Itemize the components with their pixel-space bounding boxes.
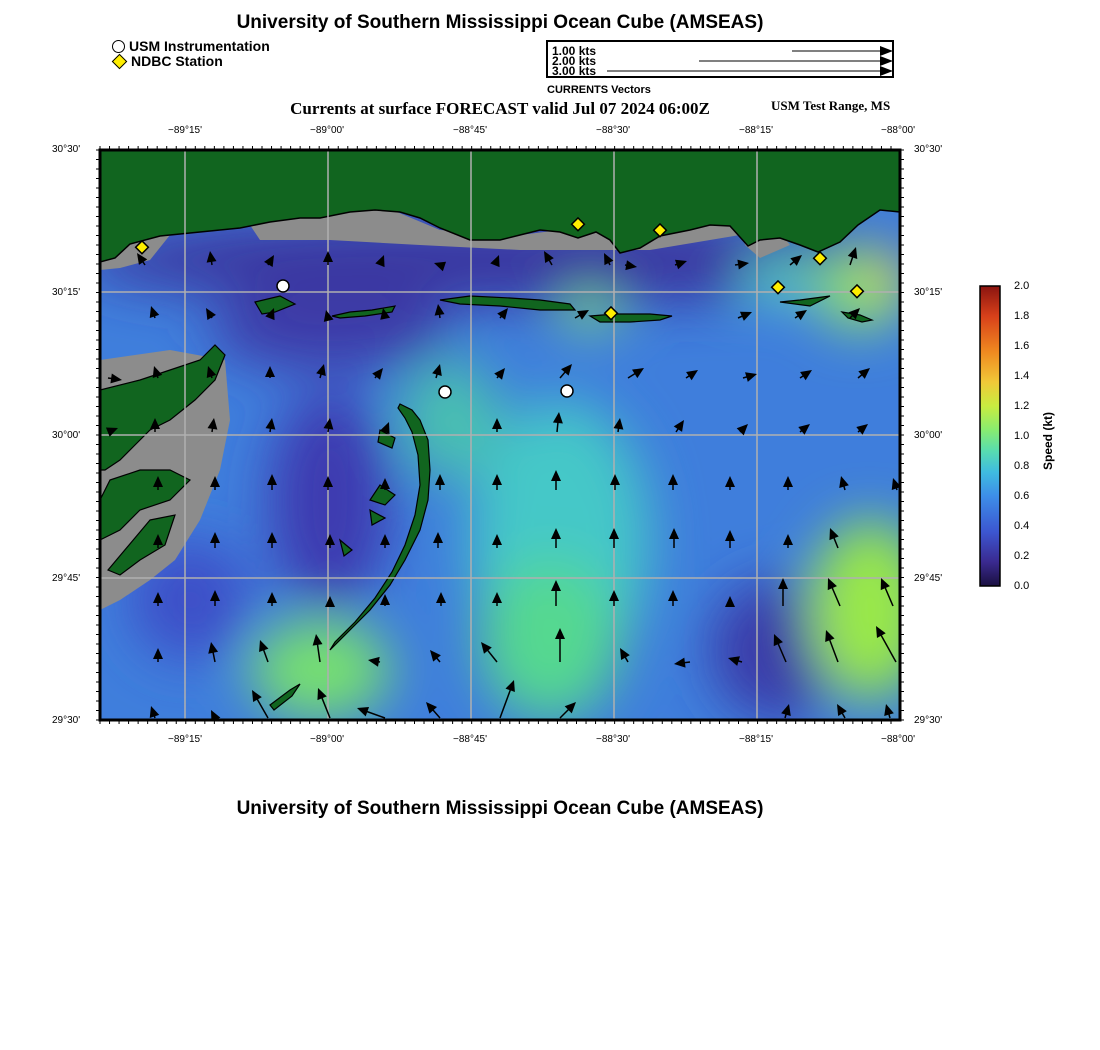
footer-title: University of Southern Mississippi Ocean Cube (AMSEAS) [236,798,764,819]
right-tick-5: 29°30' [914,715,943,726]
usm-station-1 [277,280,289,292]
top-tick-5: −88°15' [739,125,773,136]
bottom-tick-4: −88°30' [596,734,630,745]
top-tick-3: −88°45' [453,125,487,136]
legend-ndbc-label: NDBC Station [131,53,223,69]
cbar-tick-5: 1.0 [1014,430,1030,442]
usm-station-2 [439,386,451,398]
left-tick-4: 29°45' [52,573,81,584]
cbar-tick-4: 0.8 [1014,460,1030,472]
cbar-tick-10: 2.0 [1014,280,1030,292]
bottom-tick-6: −88°00' [881,734,915,745]
map-subtitle: Currents at surface FORECAST valid Jul 07 2024 06:00Z [290,99,710,118]
left-tick-2: 30°15' [52,287,81,298]
top-tick-4: −88°30' [596,125,630,136]
vector-label-1: 1.00 kts [552,44,597,58]
bottom-tick-3: −88°45' [453,734,487,745]
left-tick-1: 30°30' [52,144,81,155]
vector-caption: CURRENTS Vectors [547,84,651,96]
usm-station-3 [561,385,573,397]
bottom-tick-2: −89°00' [310,734,344,745]
right-tick-4: 29°45' [914,573,943,584]
region-label: USM Test Range, MS [771,98,891,113]
top-tick-2: −89°00' [310,125,344,136]
cbar-tick-9: 1.8 [1014,310,1030,322]
speed-green-center [480,560,620,720]
vector-label-2: 2.00 kts [552,54,597,68]
cbar-tick-1: 0.2 [1014,550,1030,562]
speed-dark-sound [210,290,450,370]
colorbar [980,286,1000,586]
right-tick-3: 30°00' [914,430,943,441]
cbar-tick-0: 0.0 [1014,580,1030,592]
colorbar-label: Speed (kt) [1041,411,1055,470]
bottom-tick-5: −88°15' [739,734,773,745]
cbar-tick-2: 0.4 [1014,520,1030,532]
left-tick-5: 29°30' [52,715,81,726]
right-tick-1: 30°30' [914,144,943,155]
cbar-tick-7: 1.4 [1014,370,1030,382]
vector-label-3: 3.00 kts [552,64,597,78]
top-tick-6: −88°00' [881,125,915,136]
cbar-tick-6: 1.2 [1014,400,1030,412]
speed-green-se [810,520,930,700]
cbar-tick-8: 1.6 [1014,340,1030,352]
speed-cyan-east [740,260,820,300]
bottom-tick-1: −89°15' [168,734,202,745]
legend-usm-label: USM Instrumentation [129,38,270,54]
cbar-tick-3: 0.6 [1014,490,1030,502]
top-tick-1: −89°15' [168,125,202,136]
page-title: University of Southern Mississippi Ocean Cube (AMSEAS) [236,12,764,33]
speed-yellow-ne [867,260,903,300]
left-tick-3: 30°00' [52,430,81,441]
right-tick-2: 30°15' [914,287,943,298]
